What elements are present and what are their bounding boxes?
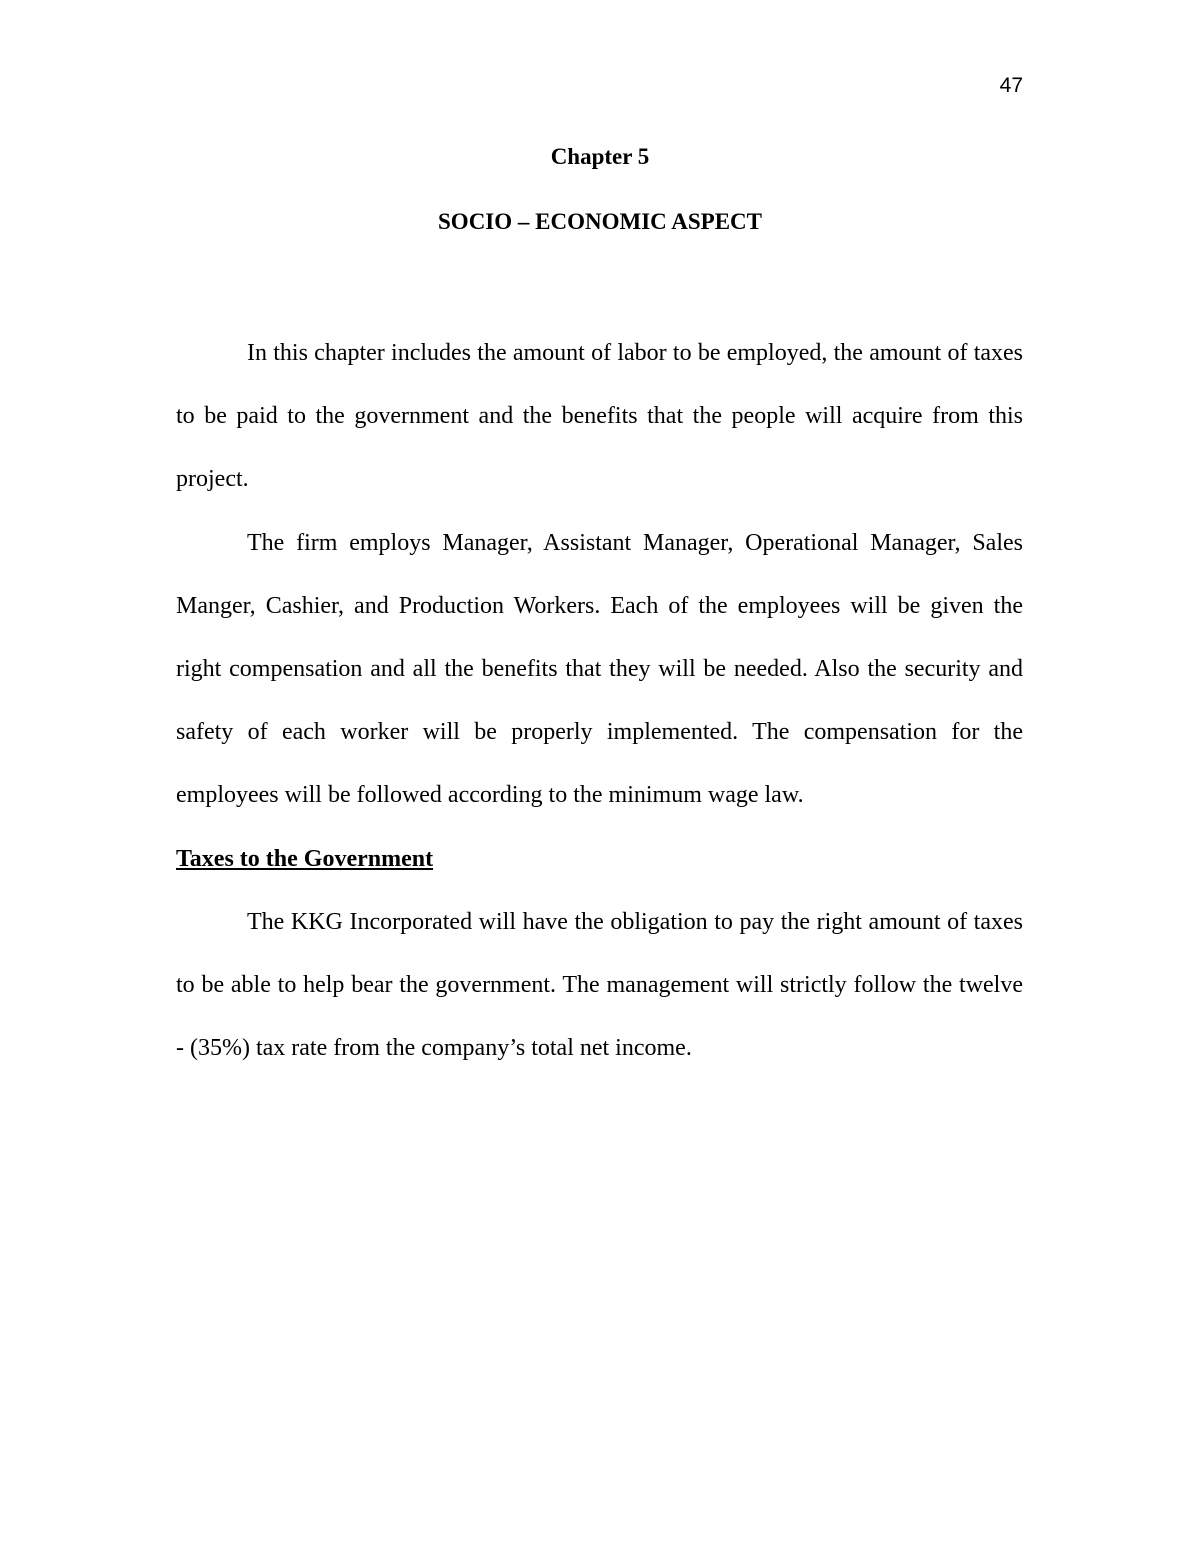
employment-paragraph: The firm employs Manager, Assistant Manager, Operational Manager, Sales Manger, Cashier, and Production Workers. Each of the employees will be given the right compensation and all the benefits that they will be needed. Also the security and safety of each worker will be properly implemented. The compensation for the employees will be followed according to the minimum wage law. [176,529,1023,809]
page-number: 47 [999,74,1023,97]
taxes-paragraph: The KKG Incorporated will have the obligation to pay the right amount of taxes to be able to help bear the government. The management will strictly follow the twelve - (35%) tax rate from the company’s total net income. [176,908,1023,1062]
intro-paragraph: In this chapter includes the amount of labor to be employed, the amount of taxes to be paid to the government and the benefits that the people will acquire from this project. [176,340,1023,493]
document-body [176,322,1023,1080]
taxes-section-heading: Taxes to the Government [176,845,434,872]
chapter-title: SOCIO – ECONOMIC ASPECT [438,209,762,234]
chapter-label: Chapter 5 [550,144,650,169]
